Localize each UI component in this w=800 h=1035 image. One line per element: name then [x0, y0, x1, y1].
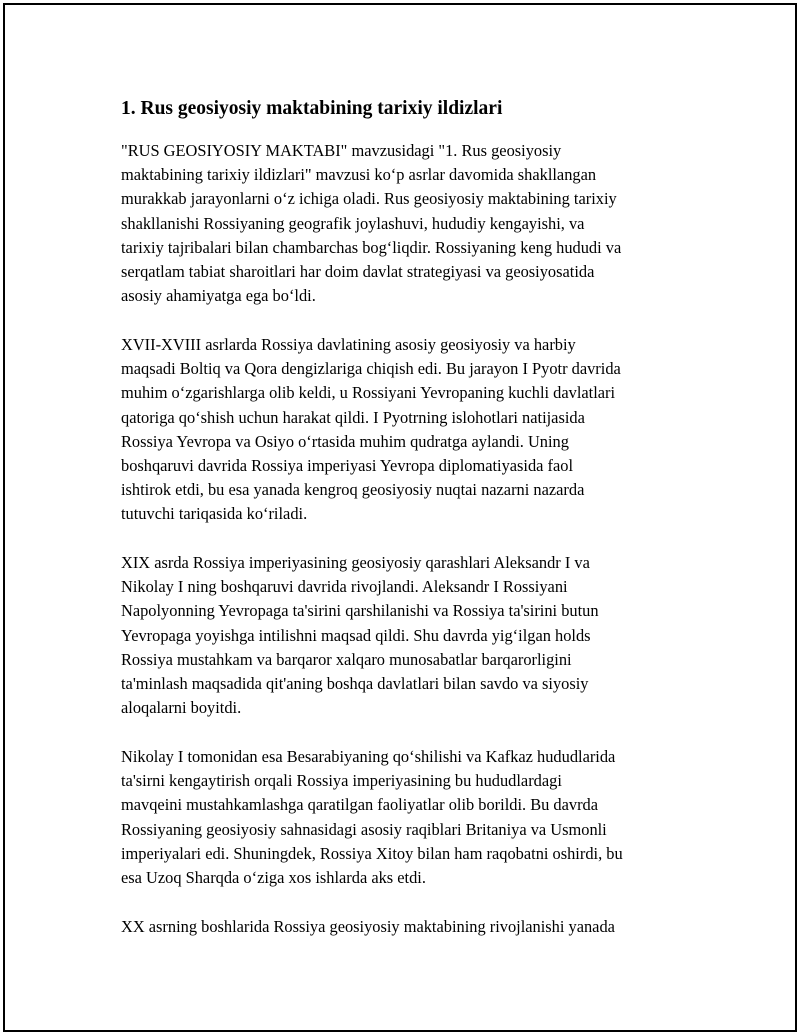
body-paragraph — [121, 745, 701, 890]
paragraph-line: esa Uzoq Sharqda oʻziga xos ishlarda aks etdi. — [121, 867, 426, 887]
paragraph-line: murakkab jarayonlarni oʻz ichiga oladi. Rus geosiyosiy maktabining tarixiy — [121, 189, 617, 209]
paragraph-line: XVII-XVIII asrlarda Rossiya davlatining asosiy geosiyosiy va harbiy — [121, 334, 576, 354]
paragraph-line: XX asrning boshlarida Rossiya geosiyosiy maktabining rivojlanishi yanada — [121, 916, 615, 936]
paragraph-line: imperiyalari edi. Shuningdek, Rossiya Xitoy bilan ham raqobatni oshirdi, bu — [121, 843, 623, 863]
paragraph-line: maqsadi Boltiq va Qora dengizlariga chiqish edi. Bu jarayon I Pyotr davrida — [121, 359, 621, 379]
paragraph-line: aloqalarni boyitdi. — [121, 698, 242, 718]
document-body — [121, 97, 701, 963]
paragraph-line: boshqaruvi davrida Rossiya imperiyasi Yevropa diplomatiyasida faol — [121, 455, 574, 475]
paragraph-line: ta'minlash maqsadida qit'aning boshqa davlatlari bilan savdo va siyosiy — [121, 674, 589, 694]
paragraph-line: Rossiyaning geosiyosiy sahnasidagi asosiy raqiblari Britaniya va Usmonli — [121, 819, 607, 839]
paragraph-line: Napolyonning Yevropaga ta'sirini qarshilanishi va Rossiya ta'sirini butun — [121, 601, 599, 621]
paragraph-line: Rossiya Yevropa va Osiyo oʻrtasida muhim qudratga aylandi. Uning — [121, 431, 569, 451]
paragraph-list — [121, 139, 701, 939]
paragraph-line: "RUS GEOSIYOSIY MAKTABI" mavzusidagi "1. Rus geosiyosiy — [121, 141, 562, 160]
body-paragraph — [121, 333, 701, 527]
body-paragraph — [121, 915, 701, 939]
paragraph-line: Nikolay I ning boshqaruvi davrida rivojlandi. Aleksandr I Rossiyani — [121, 577, 568, 597]
paragraph-line: serqatlam tabiat sharoitlari har doim davlat strategiyasi va geosiyosatida — [121, 262, 595, 282]
paragraph-line: mavqeini mustahkamlashga qaratilgan faoliyatlar olib borildi. Bu davrda — [121, 795, 599, 815]
paragraph-line: maktabining tarixiy ildizlari" mavzusi koʻp asrlar davomida shakllangan — [121, 165, 597, 185]
paragraph-line: Yevropaga yoyishga intilishni maqsad qildi. Shu davrda yigʻilgan holds — [121, 625, 591, 645]
page-frame — [3, 3, 797, 1032]
paragraph-line: Rossiya mustahkam va barqaror xalqaro munosabatlar barqarorligini — [121, 649, 572, 669]
paragraph-line: ta'sirni kengaytirish orqali Rossiya imperiyasining bu hududlardagi — [121, 771, 562, 791]
paragraph-line: qatoriga qoʻshish uchun harakat qildi. I Pyotrning islohotlari natijasida — [121, 407, 585, 427]
paragraph-line: muhim oʻzgarishlarga olib keldi, u Rossiyani Yevropaning kuchli davlatlari — [121, 383, 616, 403]
paragraph-line: XIX asrda Rossiya imperiyasining geosiyosiy qarashlari Aleksandr I va — [121, 553, 590, 573]
paragraph-line: tutuvchi tariqasida koʻriladi. — [121, 504, 308, 524]
paragraph-line: asosiy ahamiyatga ega boʻldi. — [121, 286, 316, 306]
paragraph-line: shakllanishi Rossiyaning geografik joylashuvi, hududiy kengayishi, va — [121, 213, 585, 233]
paragraph-line: Nikolay I tomonidan esa Besarabiyaning qoʻshilishi va Kafkaz hududlarida — [121, 746, 616, 766]
body-paragraph — [121, 139, 701, 308]
section-heading: 1. Rus geosiyosiy maktabining tarixiy ildizlari — [121, 98, 503, 119]
body-paragraph — [121, 551, 701, 720]
paragraph-line: ishtirok etdi, bu esa yanada kengroq geosiyosiy nuqtai nazarni nazarda — [121, 480, 585, 500]
paragraph-line: tarixiy tajribalari bilan chambarchas bogʻliqdir. Rossiyaning keng hududi va — [121, 237, 622, 257]
